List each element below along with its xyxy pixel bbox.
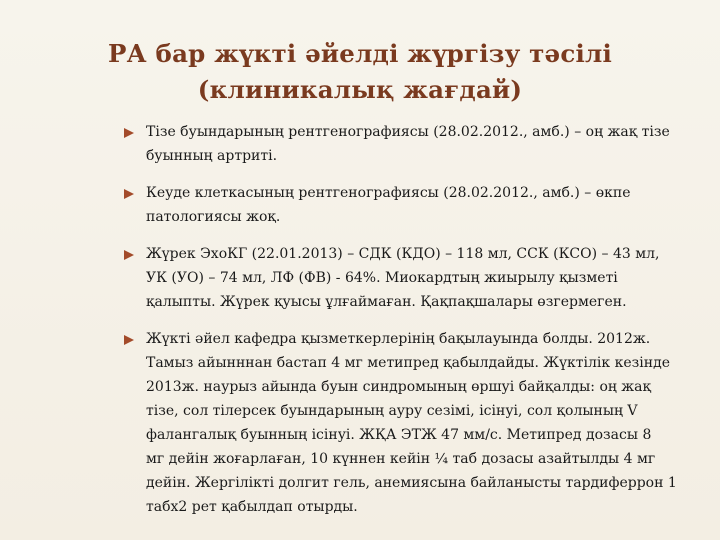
slide-title bbox=[60, 36, 660, 108]
bullet-line: Жүрек ЭхоКГ (22.01.2013) – СДК (КДО) – 118 мл, ССК (КСО) – 43 мл, bbox=[146, 246, 660, 262]
bullet-line: Тамыз айынннан бастап 4 мг метипред қабылдайды. Жүктілік кезінде bbox=[146, 355, 670, 371]
bullet-arrow-icon bbox=[124, 250, 134, 260]
bullet-arrow-icon bbox=[124, 189, 134, 199]
bullet-line: мг дейін жоғарлаған, 10 күннен кейін ¼ таб дозасы азайтылды 4 мг bbox=[146, 451, 656, 467]
bullet-line: Кеуде клеткасының рентгенографиясы (28.02.2012., амб.) – өкпе bbox=[146, 185, 631, 201]
bullet-arrow-icon bbox=[124, 335, 134, 345]
bullet-line: 2013ж. наурыз айында буын синдромының өршуі байқалды: оң жақ bbox=[146, 379, 652, 395]
bullet-line: дейін. Жергілікті долгит гель, анемиясына байланысты тардиферрон 1 bbox=[146, 475, 677, 491]
bullet-line: табх2 рет қабылдап отырды. bbox=[146, 499, 358, 515]
bullet-line: УК (УО) – 74 мл, ЛФ (ФВ) - 64%. Миокардтың жиырылу қызметі bbox=[146, 270, 618, 286]
bullet-item bbox=[124, 242, 704, 314]
title-line: РА бар жүкті әйелді жүргізу тәсілі bbox=[108, 39, 612, 68]
bullet-line: тізе, сол тілерсек буындарының ауру сезімі, ісінуі, сол қолының V bbox=[146, 403, 638, 419]
bullet-item bbox=[124, 120, 704, 168]
bullet-list bbox=[124, 120, 704, 532]
bullet-line: патологиясы жоқ. bbox=[146, 209, 281, 225]
bullet-arrow-icon bbox=[124, 128, 134, 138]
bullet-line: фалангалық буынның ісінуі. ЖҚА ЭТЖ 47 мм/с. Метипред дозасы 8 bbox=[146, 427, 652, 443]
bullet-line: Тізе буындарының рентгенографиясы (28.02.2012., амб.) – оң жақ тізе bbox=[146, 124, 670, 140]
bullet-line: қалыпты. Жүрек қуысы ұлғаймаған. Қақпақшалары өзгермеген. bbox=[146, 294, 627, 310]
bullet-item bbox=[124, 327, 704, 519]
bullet-line: буынның артриті. bbox=[146, 148, 278, 164]
title-line: (клиникалық жағдай) bbox=[197, 75, 523, 104]
bullet-item bbox=[124, 181, 704, 229]
bullet-line: Жүкті әйел кафедра қызметкерлерінің бақылауында болды. 2012ж. bbox=[146, 331, 651, 347]
